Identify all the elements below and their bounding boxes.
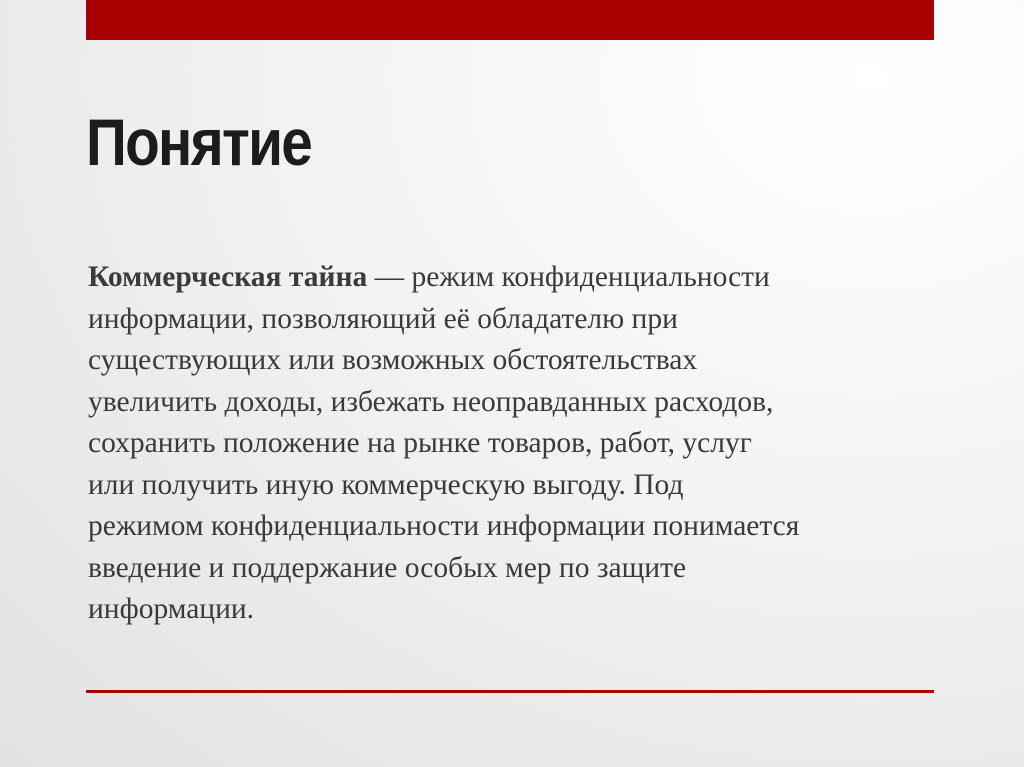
definition-line: информации. bbox=[88, 593, 255, 625]
definition-line: введение и поддержание особых мер по защите bbox=[88, 551, 687, 584]
slide-title: Понятие bbox=[86, 105, 312, 179]
definition-line: увеличить доходы, избежать неоправданных расходов, bbox=[88, 385, 774, 418]
definition-line: или получить иную коммерческую выгоду. Под bbox=[88, 468, 684, 501]
definition-line: сохранить положение на рынке товаров, работ, услуг bbox=[88, 427, 752, 459]
top-accent-bar bbox=[86, 0, 934, 40]
definition-line: режимом конфиденциальности информации понимается bbox=[88, 510, 800, 542]
definition-term: Коммерческая тайна bbox=[88, 261, 368, 293]
definition-line: информации, позволяющий её обладателю при bbox=[88, 302, 678, 335]
definition-line: существующих или возможных обстоятельствах bbox=[88, 344, 698, 376]
definition-line: — режим конфиденциальности bbox=[367, 261, 770, 293]
bottom-divider bbox=[86, 690, 934, 693]
definition-paragraph bbox=[88, 257, 938, 631]
